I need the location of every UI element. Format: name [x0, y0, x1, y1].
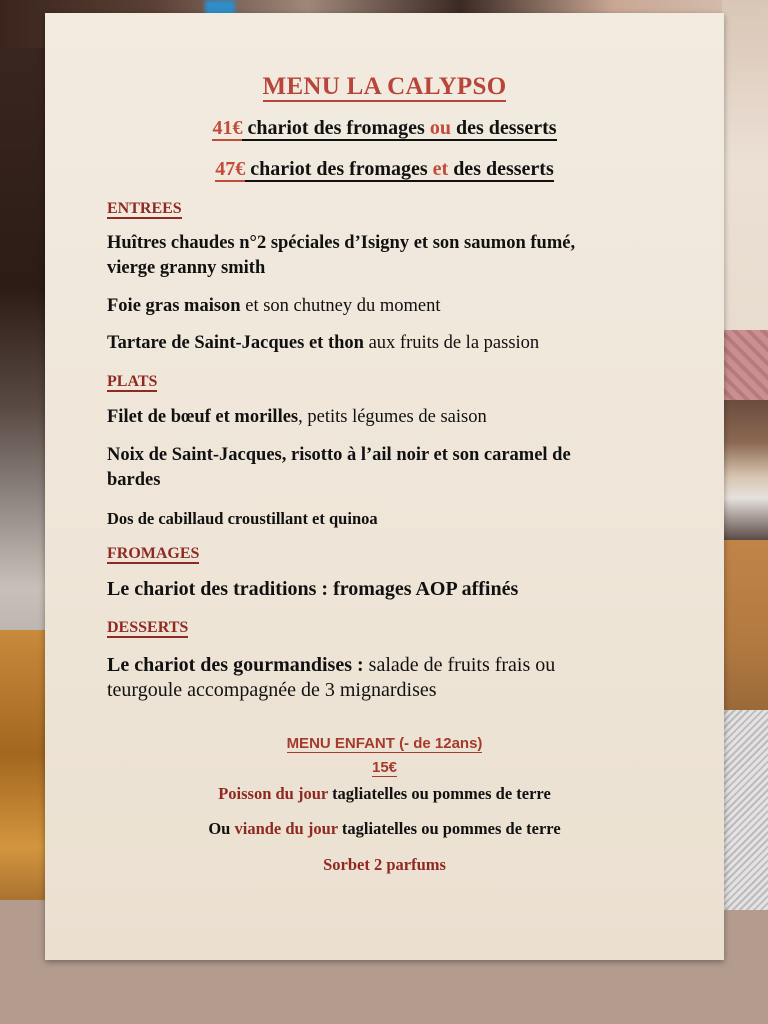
menu-item: Tartare de Saint-Jacques et thon aux fruits de la passion: [107, 333, 540, 353]
pink-upholstered-chair: [722, 330, 768, 400]
menu-item: Foie gras maison et son chutney du moment: [107, 296, 441, 316]
connector-word: ou: [429, 117, 451, 139]
price-option-47: 47€ chariot des fromages et des desserts: [215, 158, 554, 180]
menu-item: Huîtres chaudes n°2 spéciales d’Isigny et son saumon fumé, vierge granny smith: [107, 233, 576, 278]
menu-item: Le chariot des gourmandises : salade de fruits frais ou teurgoule accompagnée de 3 mignardises: [107, 654, 556, 701]
price-value: 41€: [212, 117, 243, 139]
section-heading-entrees: ENTREES: [107, 200, 182, 217]
menu-item: Filet de bœuf et morilles, petits légumes de saison: [107, 407, 487, 427]
connector-word: et: [432, 158, 449, 180]
section-heading-desserts: DESSERTS: [107, 619, 189, 636]
blurred-plate: [722, 400, 768, 540]
menu-title: MENU LA CALYPSO: [262, 73, 507, 100]
menu-card: [45, 13, 724, 960]
napkin: [722, 710, 768, 930]
menu-item: Noix de Saint-Jacques, risotto à l’ail noir et son caramel de bardes: [107, 445, 571, 490]
menu-item: Dos de cabillaud croustillant et quinoa: [107, 509, 378, 528]
kids-menu-title: MENU ENFANT (- de 12ans): [286, 735, 483, 752]
price-value: 47€: [215, 158, 246, 180]
kids-menu-price: 15€: [371, 759, 398, 776]
blurred-wall: [722, 0, 768, 330]
kids-menu-item: Ou viande du jour tagliatelles ou pommes de terre: [208, 819, 561, 838]
section-heading-fromages: FROMAGES: [107, 545, 200, 562]
price-option-41: 41€ chariot des fromages ou des desserts: [212, 117, 557, 139]
section-heading-plats: PLATS: [107, 373, 158, 390]
kids-menu-item: Poisson du jour tagliatelles ou pommes de terre: [218, 784, 551, 803]
menu-item: Le chariot des traditions : fromages AOP affinés: [107, 578, 519, 600]
wooden-table-right: [722, 540, 768, 710]
kids-menu-item: Sorbet 2 parfums: [323, 855, 446, 874]
